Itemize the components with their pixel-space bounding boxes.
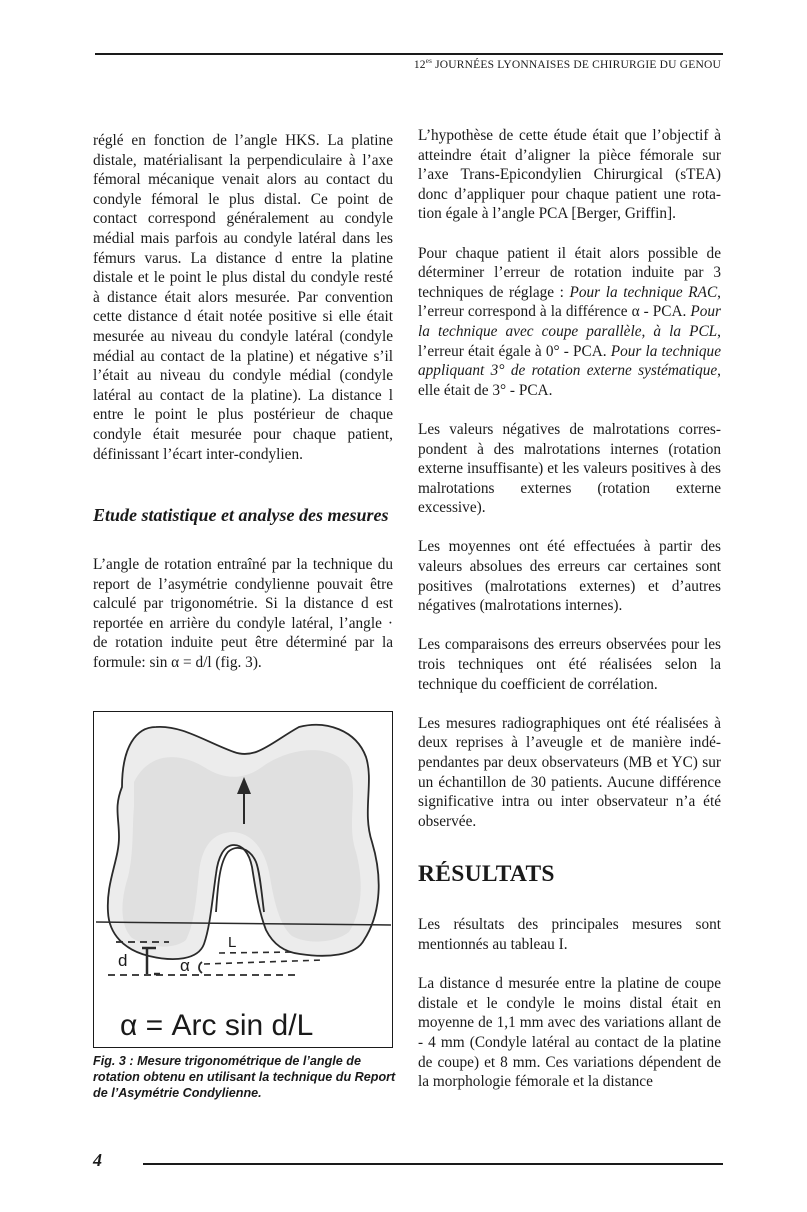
italic-run: Pour la technique avec coupe parallèle, à la PCL: [418, 303, 721, 340]
dashed-line-slope: [204, 960, 324, 964]
italic-run: Pour la technique appliquant 3° de rotation externe systématique: [418, 342, 721, 380]
paragraph: [418, 244, 721, 401]
header-ordinal: es: [425, 57, 432, 65]
label-d: d: [118, 951, 128, 970]
paragraph: La distance d mesurée entre la platine de coupe distale et le condyle le moins distal était en moyenne de 1,1 mm avec des variations allant de - 4 mm (Condyle latéral au contact de la platine de coupe) et 8 mm. Ces variations dépendent de la morphologie fémorale et la distance: [418, 975, 721, 1091]
paragraph: L’hypothèse de cette étude était que l’objectif à atteindre était d’aligner la pièce fémorale sur l’axe Trans-Epicondylien Chirurgical (sTEA) donc d’appliquer pour chaque patient une rotation égale à l’angle PCA [Berger, Griffin].: [418, 127, 721, 223]
running-header: [414, 57, 721, 71]
paragraph: réglé en fonction de l’angle HKS. La platine distale, matérialisant la perpendiculaire à l’axe fémoral mécanique venait alors au contact du condyle fémoral le plus distal. Ce point de contact correspond généralement au condyle médial mais parfois au condyle latéral dans les fémurs varus. La distance d entre la platine distale et le point le plus distal du condyle resté à distance était alors mesurée. Par convention cette distance d était notée positive si elle était mesurée au niveau du condyle latéral (condyle médial au contact de la platine) et négative s’il l’était au niveau du condyle médial (condyle latéral au contact de la platine). La distance l entre le point le plus postérieur de chaque condyle était mesurée pour chaque patient, définissant l’écart inter-condylien.: [93, 132, 393, 463]
header-number: 12: [413, 58, 426, 71]
italic-run: Pour la technique RAC: [569, 283, 718, 301]
paragraph: L’angle de rotation entraîné par la technique du report de l’asymétrie condylienne pouvait être calculé par trigonométrie. Si la distance d est reportée en arrière du condyle latéral, l’angle · de rotation induite peut être déterminé par la formule: sin α = d/l (fig. 3).: [93, 556, 393, 672]
paragraph: Les valeurs négatives de malrotations correspondent à des malrotations internes (rotation externe insuffisante) et les valeurs positives à des malrotations externes (rotation externe excessive).: [418, 420, 721, 517]
subsection-heading: Etude statistique et analyse des mesures: [93, 505, 389, 526]
paragraph: Les résultats des principales mesures sont mentionnés au tableau I.: [418, 916, 721, 953]
formula: α = Arc sin d/L: [120, 1009, 314, 1042]
femur-diagram: [94, 712, 391, 1046]
figure-caption: Fig. 3 : Mesure trigonométrique de l’angle de rotation obtenu en utilisant la technique du Report de l’Asymétrie Condylienne.: [93, 1054, 396, 1100]
header-title: JOURNÉES LYONNAISES DE CHIRURGIE DU GENOU: [435, 58, 721, 71]
paragraph: Les mesures radiographiques ont été réalisées à deux reprises à l’aveugle et de manière indépendantes par deux observateurs (MB et YC) sur un échantillon de 30 patients. Aucune différence significative intra ou inter observateur n’a été observée.: [418, 714, 721, 830]
left-column: [93, 131, 393, 692]
paragraph: Les comparaisons des erreurs observées pour les trois techniques ont été réalisées selon la technique du coefficient de corrélation.: [418, 636, 721, 693]
text-run: Pour chaque patient il était alors possible de déterminer l’erreur de rotation induite par 3 techniques de réglage :: [418, 244, 721, 301]
footer-rule: [143, 1163, 723, 1165]
text-run: , elle était de 3° - PCA.: [418, 362, 721, 399]
header-rule: [95, 53, 723, 55]
section-heading: RÉSULTATS: [418, 861, 555, 888]
text-run: , l’erreur correspond à la différence α - PCA.: [418, 283, 721, 321]
paragraph: Les moyennes ont été effectuées à partir des valeurs absolues des erreurs car certaines sont positives (malrotations externes) et d’autres négatives (malrotations internes).: [418, 538, 721, 615]
figure-3: [93, 711, 393, 1048]
alpha-angle-arc: [199, 962, 202, 973]
text-run: , l’erreur était égale à 0° - PCA.: [418, 322, 721, 360]
right-column: [418, 126, 721, 1111]
page-number: 4: [93, 1150, 102, 1170]
label-alpha: α: [180, 956, 190, 975]
label-L: L: [228, 934, 237, 951]
dashed-line-L: [219, 952, 294, 953]
